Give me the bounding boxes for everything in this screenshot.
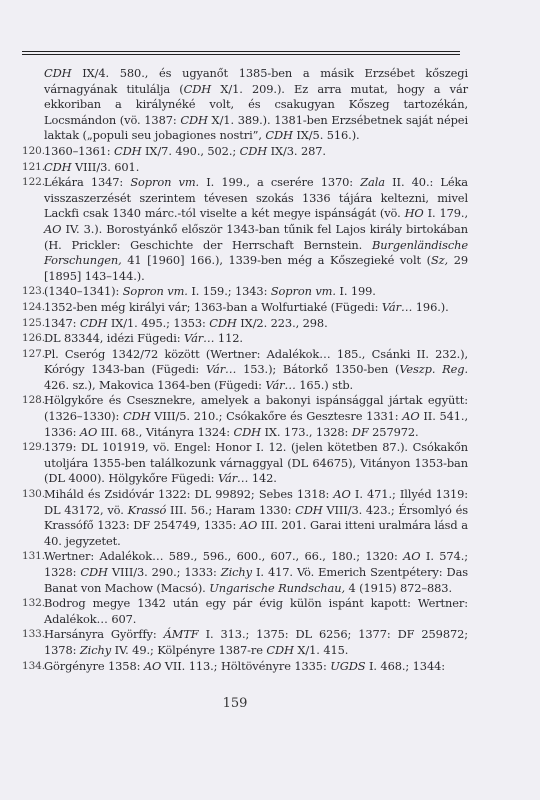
header-rule-top	[22, 51, 460, 52]
footnote	[22, 316, 468, 332]
footnote	[22, 549, 468, 596]
footnote-italic-text: CDH	[209, 315, 237, 330]
footnote-text: IX/3. 287.	[267, 143, 326, 158]
footnote-text: I. 159.; 1343:	[187, 284, 271, 299]
footnotes	[22, 66, 468, 674]
footnote	[22, 347, 468, 394]
footnote-italic-text: UGDS	[330, 658, 366, 673]
footnote-italic-text: AO	[143, 658, 162, 673]
footnote-italic-text: AO	[44, 221, 62, 236]
footnote-italic-text: CDH	[233, 424, 261, 439]
footnote-italic-text: CDH	[44, 159, 72, 174]
footnote-text: III. 201. Garai itteni uralmára lásd a 40. jegyzetet.	[44, 518, 468, 548]
footnote-text: 165.) stb.	[295, 377, 354, 392]
footnote-number: 134.	[22, 659, 45, 672]
footnote-number: 124.	[22, 300, 45, 313]
footnote-text: 1379: DL 101919, vö. Engel: Honor I. 12. (jelen kötetben 87.). Csókakőn utoljára 1355-ben találkozunk várnaggyal (DL 64675), Vitányon 1353-ban (DL 4000). Hölgykőre Fügedi:	[44, 440, 468, 486]
footnote-text: IX. 173., 1328:	[260, 424, 352, 439]
footnote-text: Pl. Cseróg 1342/72 között (Wertner: Adalékok… 185., Csánki II. 232.), Kórógy 1343-ban (Fügedi:	[44, 346, 468, 377]
footnote-number: 128.	[22, 394, 45, 407]
footnote-italic-text: CDH	[80, 565, 108, 579]
footnote	[22, 300, 468, 316]
footnote-text: Bodrog megye 1342 után egy pár évig külön ispánt kapott: Wertner: Adalékok… 607.	[44, 596, 468, 626]
footnote-text: 142.	[248, 471, 277, 486]
footnote-italic-text: CDH	[122, 409, 151, 424]
footnote	[22, 627, 468, 658]
footnote	[22, 659, 468, 675]
footnote-italic-text: CDH	[265, 128, 293, 143]
footnote-italic-text: Sopron vm.	[270, 284, 336, 299]
footnote-text: Hölgykőre és Csesznekre, amelyek a bakonyi ispánsággal jártak együtt: (1326–1330):	[44, 393, 468, 424]
footnote-text: VII. 113.; Höltövényre 1335:	[161, 658, 331, 673]
footnote-number: 120.	[22, 144, 45, 157]
footnote-number: 130.	[22, 488, 45, 501]
footnote-text: 1352-ben még királyi vár; 1363-ban a Wolfurtiaké (Fügedi:	[44, 299, 382, 314]
footnote-text: IV. 3.). Borostyánkő először 1343-ban tűnik fel Lajos király birtokában (H. Prickler: Geschichte der Herrschaft Bernstein.	[44, 221, 468, 252]
footnote	[22, 160, 468, 176]
footnote-italic-text: CDH	[295, 502, 323, 517]
footnote	[22, 175, 468, 284]
footnote-italic-text: Veszp. Reg.	[399, 362, 468, 377]
footnote-text: II. 541., 1336:	[44, 409, 468, 439]
footnote	[22, 66, 468, 144]
footnote-text: I. 313.; 1375: DL 6256; 1377: DF 259872; 1378:	[44, 627, 469, 657]
footnote-text: 1360–1361:	[44, 143, 115, 158]
footnote-italic-text: Zichy	[220, 565, 252, 579]
footnote-text: 41 [1960] 166.), 1339-ben még a Kőszegieké volt (	[121, 253, 431, 268]
footnote-italic-text: Vár…	[205, 362, 237, 377]
footnote-text: IV. 49.; Kölpényre 1387-re	[111, 642, 267, 657]
footnote-italic-text: AO	[403, 549, 421, 564]
footnote-number: 125.	[22, 316, 45, 329]
footnote-italic-text: CDH	[114, 143, 142, 158]
footnote	[22, 144, 468, 160]
footnote-text: 196.).	[412, 299, 449, 314]
footnote-italic-text: AO	[333, 487, 351, 502]
footnote-text: X/1. 209.). Ez arra mutat, hogy a vár ekkoriban a királynéké volt, és csakugyan Kőszeg tartozékán, Locsmándon (vö. 1387:	[44, 81, 468, 127]
footnote-text: I. 468.; 1344:	[365, 658, 445, 673]
footnote-text: 29 [1895] 143–144.).	[44, 253, 468, 283]
footnote-text: I. 417. Vö. Emerich Szentpétery: Das Banat von Machow (Macsó).	[44, 565, 468, 595]
footnote-text: IX/1. 495.; 1353:	[107, 315, 210, 330]
footnote-text: VIII/3. 290.; 1333:	[107, 565, 221, 579]
footnote	[22, 393, 468, 440]
footnote-text: 153.); Bátorkő 1350-ben (	[236, 362, 400, 377]
footnote-text: 257972.	[368, 424, 419, 439]
footnote-text: DL 83344, idézi Fügedi:	[44, 331, 184, 346]
footnote-italic-text: Vár…	[217, 471, 249, 486]
footnote-text: IX/2. 223., 298.	[236, 315, 328, 330]
footnote-text: III. 68., Vitányra 1324:	[97, 424, 234, 439]
footnote	[22, 331, 468, 347]
footnote-italic-text: Ungarische Rundschau,	[209, 580, 345, 595]
footnote-number: 127.	[22, 347, 45, 360]
footnote-italic-text: CDH	[180, 112, 208, 127]
footnote-italic-text: Sopron vm.	[130, 175, 200, 190]
footnote-italic-text: Vár…	[381, 299, 413, 314]
footnote-text: VIII/3. 423.; Érsomlyó és Krassófő 1323: DF 254749, 1335:	[44, 502, 468, 533]
footnote	[22, 596, 468, 627]
footnote-text: 112.	[214, 331, 243, 346]
footnote-italic-text: AO	[239, 518, 258, 533]
footnote-text: (1340–1341):	[44, 284, 123, 299]
footnote-italic-text: CDH	[79, 315, 108, 330]
footnote-text: Harsányra Györffy:	[44, 627, 164, 642]
footnote	[22, 487, 468, 549]
footnote-text: IX/7. 490., 502.;	[141, 143, 240, 158]
footnote-italic-text: Burgenländische Forschungen,	[44, 237, 468, 268]
footnote-number: 122.	[22, 176, 45, 189]
footnote-italic-text: CDH	[183, 81, 212, 96]
footnote-text: I. 574.; 1328:	[44, 549, 468, 579]
footnote-text: I. 471.; Illyéd 1319: DL 43172, vö.	[44, 487, 468, 517]
footnote-number: 129.	[22, 441, 45, 454]
footnote-italic-text: Zala	[360, 175, 385, 190]
footnote-number: 131.	[22, 550, 45, 563]
footnote-italic-text: Zichy	[79, 642, 112, 657]
footnote-italic-text: CDH	[239, 143, 268, 158]
footnote-text: I. 199., a cserére 1370:	[199, 175, 361, 190]
footnote-italic-text: Vár…	[184, 331, 215, 346]
footnote-italic-text: ÁMTF	[163, 627, 199, 642]
footnote-text: Görgényre 1358:	[44, 658, 144, 673]
footnote-text: Wertner: Adalékok… 589., 596., 600., 607., 66., 180.; 1320:	[44, 549, 404, 564]
footnote-text: VIII/3. 601.	[71, 159, 140, 174]
footnote-italic-text: CDH	[266, 642, 294, 657]
footnote-text: 4 (1915) 872–883.	[344, 580, 452, 595]
footnote-number: 123.	[22, 285, 45, 298]
footnote-italic-text: CDH	[44, 66, 72, 80]
footnote	[22, 284, 468, 300]
footnote-text: IX/4. 580., és ugyanőt 1385-ben a másik Erzsébet kőszegi várnagyának titulálja (	[44, 66, 468, 96]
footnote-italic-text: AO	[79, 424, 98, 439]
footnote-text: 426. sz.), Makovica 1364-ben (Fügedi:	[44, 377, 266, 392]
footnote-text: 1347:	[44, 315, 80, 330]
footnote-text: IX/5. 516.).	[292, 128, 360, 143]
footnote-italic-text: Krassó	[127, 502, 167, 517]
footnote-italic-text: DF	[351, 424, 369, 439]
footnote-text: Miháld és Zsidóvár 1322: DL 99892; Sebes 1318:	[44, 487, 334, 502]
footnote-text: VIII/5. 210.; Csókakőre és Gesztesre 1331:	[150, 409, 403, 424]
footnote-text: X/1. 415.	[293, 642, 349, 657]
footnote-number: 133.	[22, 628, 45, 641]
header-rule-bottom	[22, 54, 460, 55]
footnote-text: I. 199.	[335, 284, 376, 299]
footnote-italic-text: Vár…	[265, 377, 296, 392]
footnote-italic-text: Sz,	[430, 253, 449, 268]
footnote-text: Lékára 1347:	[44, 175, 131, 190]
footnote-text: I. 179.,	[423, 206, 468, 221]
footnote-text: III. 56.; Haram 1330:	[166, 502, 296, 517]
footnote-italic-text: AO	[402, 409, 420, 424]
footnote-text: X/1. 389.). 1381-ben Erzsébetnek saját népei laktak („populi seu jobagiones nostri”,	[44, 112, 468, 143]
footnote	[22, 440, 468, 487]
page-number: 159	[222, 696, 248, 711]
footnote-italic-text: Sopron vm.	[122, 284, 188, 299]
footnote-text: II. 40.: Léka visszaszerzését szerintem tévesen szokás 1336 tájára keltezni, mivel Lackfi csak 1340 márc.-tól viselte a két megye ispánságát (vö.	[44, 175, 468, 221]
footnote-number: 121.	[22, 160, 45, 173]
footnote-number: 132.	[22, 597, 45, 610]
footnote-italic-text: HO	[404, 206, 424, 221]
footnote-number: 126.	[22, 332, 45, 345]
